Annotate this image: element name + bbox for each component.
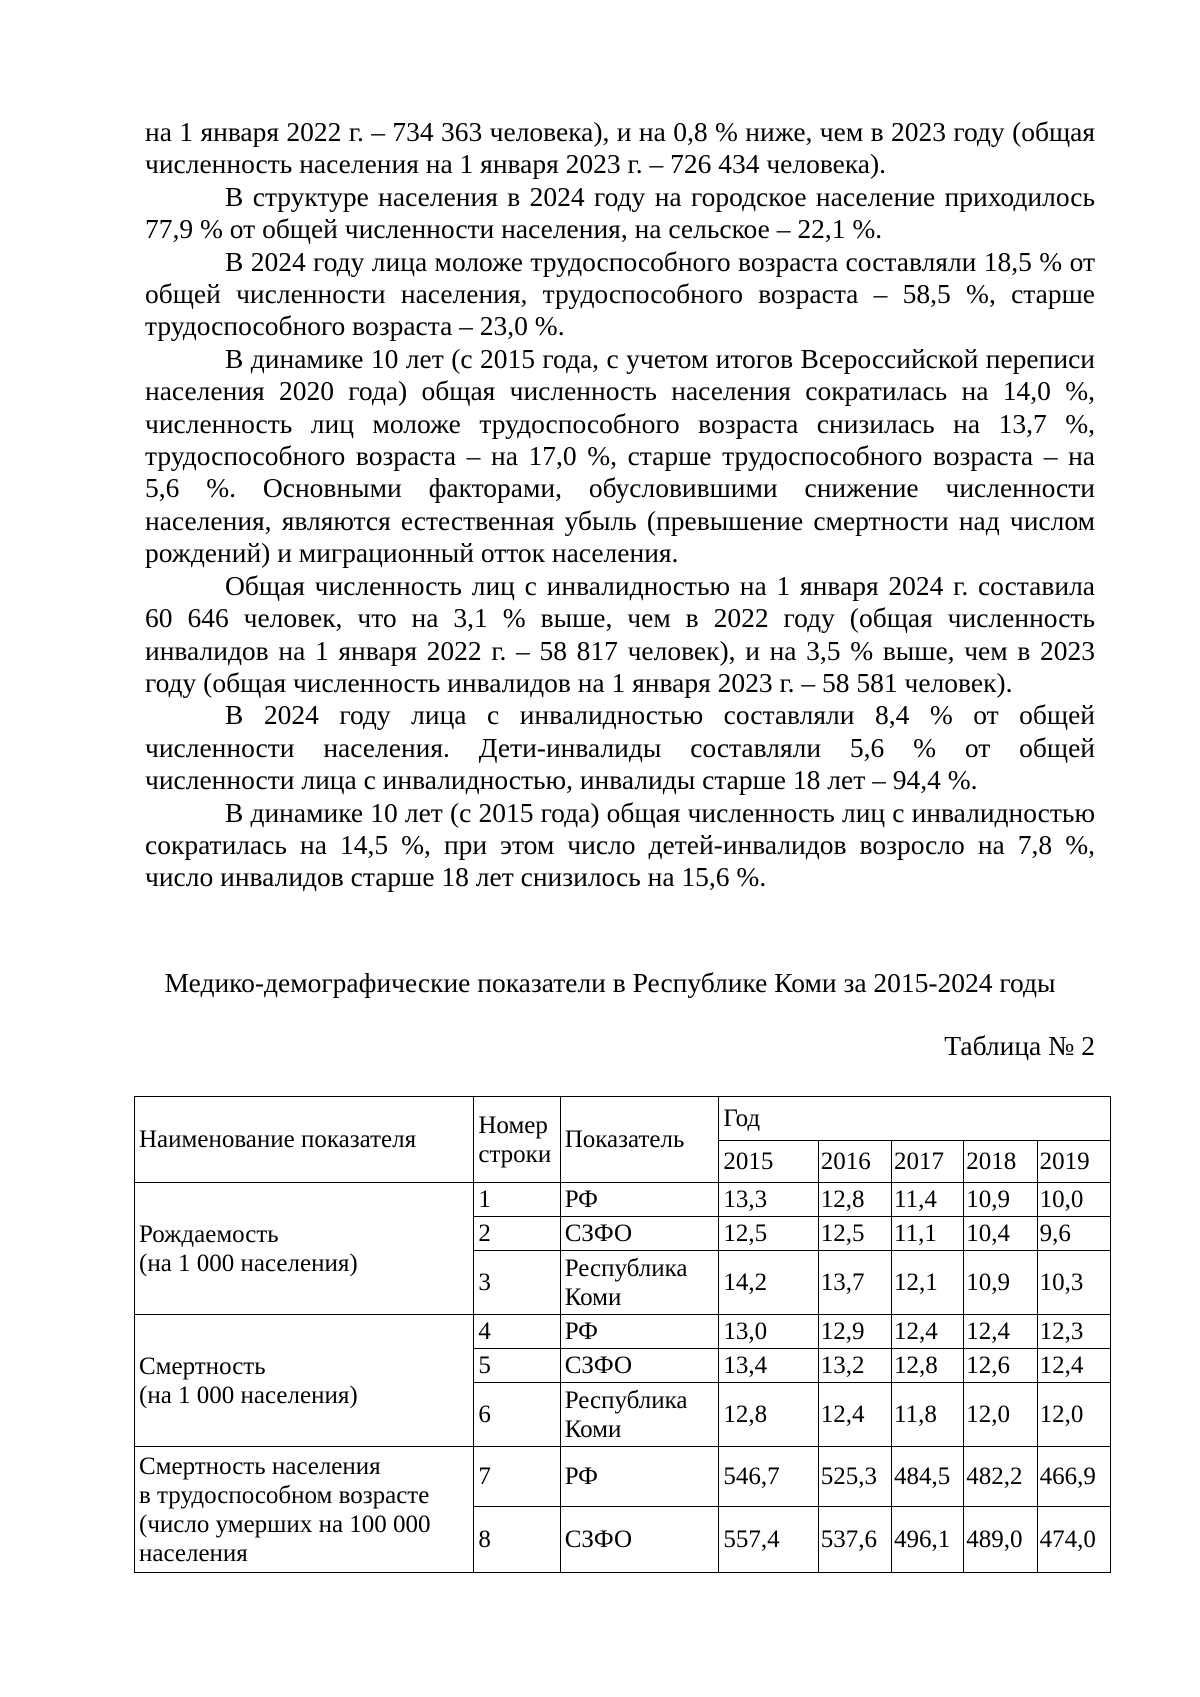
row-indicator: РФ <box>560 1183 719 1217</box>
cell-value: 11,1 <box>892 1217 964 1251</box>
group-name <box>135 1447 474 1573</box>
group-name-line: населения <box>139 1539 248 1567</box>
paragraph-2: В структуре населения в 2024 году на городское население приходилось 77,9 % от общей численности населения, на сельское – 22,1 %. <box>145 180 1095 245</box>
cell-value: 557,4 <box>719 1507 818 1573</box>
cell-value: 12,8 <box>818 1183 891 1217</box>
paragraph-4: В динамике 10 лет (с 2015 года, с учетом итогов Всероссийской переписи населения 2020 года) общая численность населения сократилась на 14,0 %, численность лиц моложе трудоспособного возраста снизилась на 13,7 %, трудоспособного возраста – на 17,0 %, старше трудоспособного возраста – на 5,6 %. Основными факторами, обусловившими снижение численности населения, являются естественная убыль (превышение смертности над числом рождений) и миграционный отток населения. <box>145 342 1095 569</box>
row-number: 4 <box>474 1315 560 1349</box>
cell-value: 12,8 <box>719 1383 818 1447</box>
group-name-line: (на 1 000 населения) <box>139 1249 358 1277</box>
table-row <box>135 1447 1111 1507</box>
group-name-line: в трудоспособном возрасте <box>139 1481 430 1509</box>
row-indicator: СЗФО <box>560 1349 719 1383</box>
table-number: Таблица № 2 <box>944 1030 1095 1061</box>
cell-value: 489,0 <box>964 1507 1037 1573</box>
row-indicator: СЗФО <box>560 1217 719 1251</box>
cell-value: 496,1 <box>892 1507 964 1573</box>
table-row <box>135 1315 1111 1349</box>
data-table <box>134 1096 1111 1573</box>
cell-value: 11,4 <box>892 1183 964 1217</box>
row-indicator: РФ <box>560 1447 719 1507</box>
row-number: 2 <box>474 1217 560 1251</box>
cell-value: 12,0 <box>1037 1383 1110 1447</box>
header-row-number: Номер строки <box>474 1097 560 1183</box>
header-year-2019: 2019 <box>1037 1141 1110 1183</box>
group-name <box>135 1315 474 1447</box>
cell-value: 13,2 <box>818 1349 891 1383</box>
header-year-2017: 2017 <box>892 1141 964 1183</box>
cell-value: 546,7 <box>719 1447 818 1507</box>
row-indicator: РФ <box>560 1315 719 1349</box>
paragraph-5: Общая численность лиц с инвалидностью на 1 января 2024 г. составила 60 646 человек, что на 3,1 % выше, чем в 2022 году (общая численность инвалидов на 1 января 2022 г. – 58 817 человек), и на 3,5 % выше, чем в 2023 году (общая численность инвалидов на 1 января 2023 г. – 58 581 человек). <box>145 569 1095 698</box>
cell-value: 12,1 <box>892 1251 964 1315</box>
cell-value: 10,9 <box>964 1251 1037 1315</box>
table-caption: Медико-демографические показатели в Республике Коми за 2015-2024 годы <box>164 967 1056 998</box>
cell-value: 12,4 <box>964 1315 1037 1349</box>
cell-value: 484,5 <box>892 1447 964 1507</box>
row-number: 1 <box>474 1183 560 1217</box>
header-indicator: Показатель <box>560 1097 719 1183</box>
cell-value: 474,0 <box>1037 1507 1110 1573</box>
paragraph-1: на 1 января 2022 г. – 734 363 человека), и на 0,8 % ниже, чем в 2023 году (общая численность населения на 1 января 2023 г. – 726 434 человека). <box>145 116 1095 180</box>
row-number: 6 <box>474 1383 560 1447</box>
cell-value: 466,9 <box>1037 1447 1110 1507</box>
group-name-line: Смертность населения <box>139 1452 381 1480</box>
row-number: 5 <box>474 1349 560 1383</box>
header-year-2015: 2015 <box>719 1141 818 1183</box>
cell-value: 10,3 <box>1037 1251 1110 1315</box>
row-indicator: Республика Коми <box>560 1251 719 1315</box>
cell-value: 10,9 <box>964 1183 1037 1217</box>
paragraph-7: В динамике 10 лет (с 2015 года) общая численность лиц с инвалидностью сократилась на 14,5 %, при этом число детей-инвалидов возросло на 7,8 %, число инвалидов старше 18 лет снизилось на 15,6 %. <box>145 796 1095 893</box>
cell-value: 12,0 <box>964 1383 1037 1447</box>
header-year-2016: 2016 <box>818 1141 891 1183</box>
header-year-2018: 2018 <box>964 1141 1037 1183</box>
header-row-1 <box>135 1097 1111 1141</box>
paragraph-3: В 2024 году лица моложе трудоспособного возраста составляли 18,5 % от общей численности населения, трудоспособного возраста – 58,5 %, старше трудоспособного возраста – 23,0 %. <box>145 245 1095 342</box>
row-indicator: Республика Коми <box>560 1383 719 1447</box>
group-name <box>135 1183 474 1315</box>
cell-value: 12,4 <box>818 1383 891 1447</box>
row-number: 8 <box>474 1507 560 1573</box>
cell-value: 10,0 <box>1037 1183 1110 1217</box>
cell-value: 12,6 <box>964 1349 1037 1383</box>
cell-value: 12,9 <box>818 1315 891 1349</box>
cell-value: 13,7 <box>818 1251 891 1315</box>
cell-value: 11,8 <box>892 1383 964 1447</box>
cell-value: 12,4 <box>892 1315 964 1349</box>
cell-value: 537,6 <box>818 1507 891 1573</box>
group-name-line: (число умерших на 100 000 <box>139 1510 431 1538</box>
paragraph-6: В 2024 году лица с инвалидностью составляли 8,4 % от общей численности населения. Дети-инвалиды составляли 5,6 % от общей численности лица с инвалидностью, инвалиды старше 18 лет – 94,4 %. <box>145 699 1095 796</box>
cell-value: 482,2 <box>964 1447 1037 1507</box>
group-name-line: Рождаемость <box>139 1220 279 1248</box>
cell-value: 10,4 <box>964 1217 1037 1251</box>
cell-value: 13,4 <box>719 1349 818 1383</box>
header-name: Наименование показателя <box>135 1097 474 1183</box>
cell-value: 12,3 <box>1037 1315 1110 1349</box>
row-indicator: СЗФО <box>560 1507 719 1573</box>
row-number: 7 <box>474 1447 560 1507</box>
table-row <box>135 1183 1111 1217</box>
cell-value: 14,2 <box>719 1251 818 1315</box>
cell-value: 12,5 <box>818 1217 891 1251</box>
row-number: 3 <box>474 1251 560 1315</box>
group-name-line: (на 1 000 населения) <box>139 1381 358 1409</box>
group-name-line: Смертность <box>139 1352 266 1380</box>
cell-value: 9,6 <box>1037 1217 1110 1251</box>
cell-value: 13,3 <box>719 1183 818 1217</box>
cell-value: 12,5 <box>719 1217 818 1251</box>
cell-value: 13,0 <box>719 1315 818 1349</box>
body-text <box>145 116 1095 894</box>
header-year: Год <box>719 1097 1111 1141</box>
cell-value: 525,3 <box>818 1447 891 1507</box>
cell-value: 12,4 <box>1037 1349 1110 1383</box>
cell-value: 12,8 <box>892 1349 964 1383</box>
